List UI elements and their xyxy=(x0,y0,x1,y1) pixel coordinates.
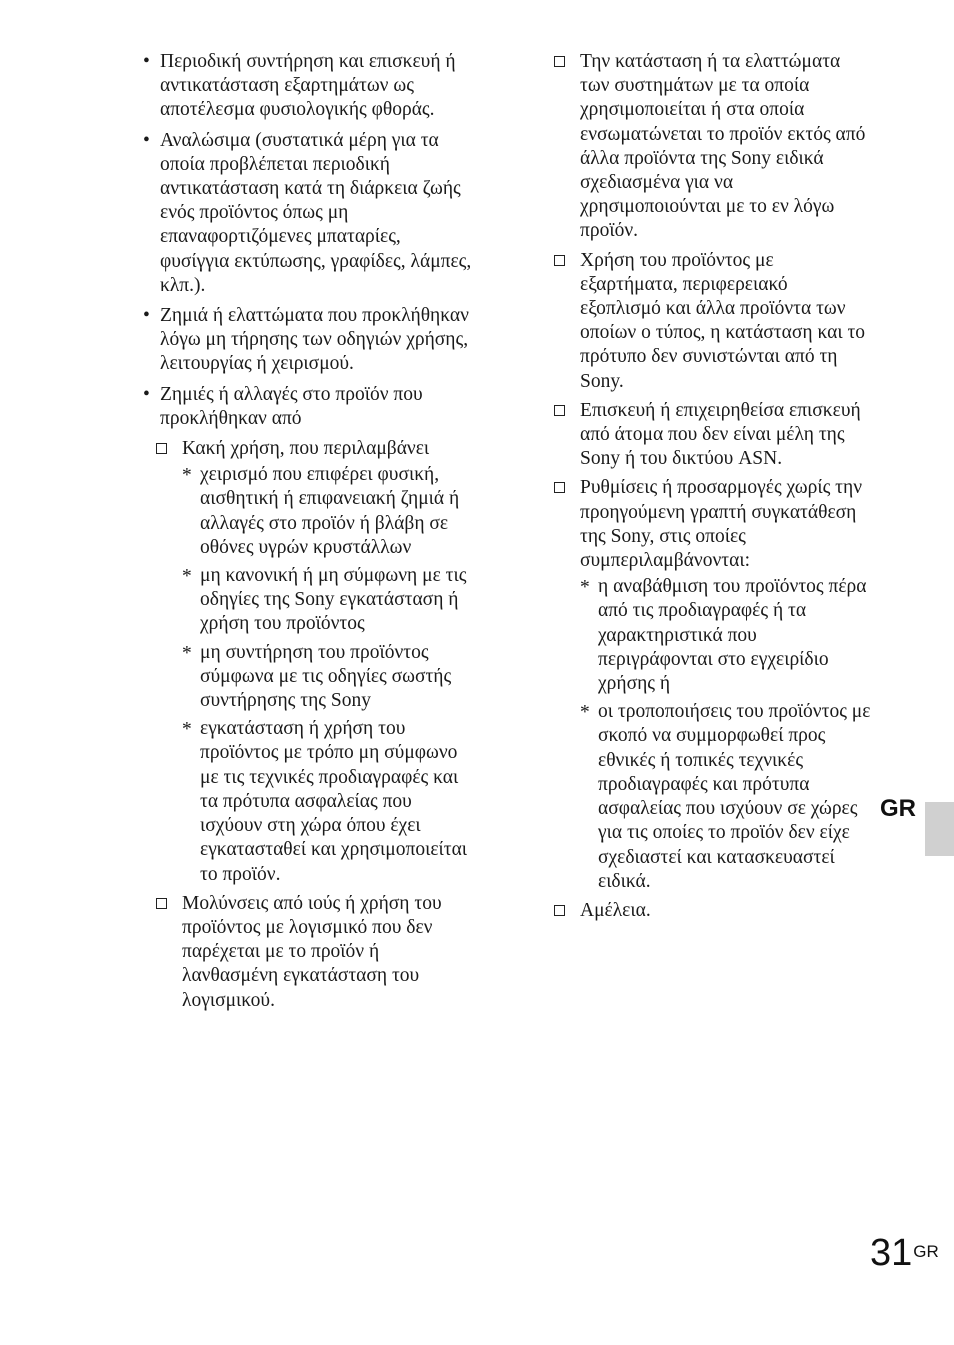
sub-item-text: εγκατάσταση ή χρήση του προϊόντος με τρόπο μη σύμφωνο με τις τεχνικές προδιαγραφές και τα πρότυπα ασφαλείας που ισχύουν στη χώρα όπου έχει εγκατασταθεί και χρησιμοποιείται το προϊόν. xyxy=(200,718,468,885)
square-bullet-icon xyxy=(156,898,167,909)
checkbox-list-item xyxy=(553,899,873,923)
item-text: Επισκευή ή επιχειρηθείσα επισκευή από άτομα που δεν είναι μέλη της Sony ή του δικτύου ASN. xyxy=(580,399,861,470)
page-number xyxy=(870,1232,939,1275)
page-number-suffix: GR xyxy=(913,1242,939,1261)
asterisk-mark: * xyxy=(580,577,590,599)
asterisk-mark: * xyxy=(580,702,590,724)
sub-item xyxy=(580,700,873,894)
square-bullet-icon xyxy=(554,255,565,266)
asterisk-mark: * xyxy=(182,465,192,487)
checkbox-list-item xyxy=(553,476,873,893)
sub-item xyxy=(182,717,473,886)
bullet-mark: • xyxy=(143,305,150,327)
bullet-text: Περιοδική συντήρηση και επισκευή ή αντικατάσταση εξαρτημάτων ως αποτέλεσμα φυσιολογικής φθοράς. xyxy=(160,51,456,121)
language-tab-label: GR xyxy=(880,795,916,822)
checkbox-list-item xyxy=(155,437,473,887)
square-bullet-icon xyxy=(554,905,565,916)
square-bullet-icon xyxy=(554,482,565,493)
asterisk-mark: * xyxy=(182,642,192,664)
sub-item-text: η αναβάθμιση του προϊόντος πέρα από τις προδιαγραφές ή τα χαρακτηριστικά που περιγράφονται στο εγχειρίδιο χρήσης ή xyxy=(598,576,867,695)
misuse-text: Κακή χρήση, που περιλαμβάνει xyxy=(182,438,430,460)
page-number-value: 31 xyxy=(870,1232,913,1274)
misuse-sublist xyxy=(182,463,473,886)
adjustments-sublist xyxy=(580,575,873,894)
virus-text: Μολύνσεις από ιούς ή χρήση του προϊόντος με λογισμικό που δεν παρέχεται με το προϊόν ή λανθασμένη εγκατάσταση του λογισμικού. xyxy=(182,892,442,1011)
sub-item xyxy=(182,463,473,560)
negligence-text: Αμέλεια. xyxy=(580,899,651,921)
square-bullet-icon xyxy=(554,405,565,416)
bullet-text: Ζημιά ή ελαττώματα που προκλήθηκαν λόγω μη τήρησης των οδηγιών χρήσης, λειτουργίας ή χειρισμού. xyxy=(160,305,469,375)
adjustments-text: Ρυθμίσεις ή προσαρμογές χωρίς την προηγούμενη γραπτή συγκατάθεση της Sony, στις οποίες συμπεριλαμβάνονται: xyxy=(580,477,863,572)
bullet-item xyxy=(143,129,473,298)
checkbox-list-item xyxy=(553,249,873,394)
asterisk-mark: * xyxy=(182,719,192,741)
sub-item xyxy=(182,641,473,714)
sub-item-text: χειρισμό που επιφέρει φυσική, αισθητική ή επιφανειακή ζημιά ή αλλαγές στο προϊόν ή βλάβη σε οθόνες υγρών κρυστάλλων xyxy=(200,464,460,558)
item-text: Την κατάσταση ή τα ελαττώματα των συστημάτων με τα οποία χρησιμοποιείται ή στα οποία ενσωματώνεται το προϊόν εκτός από άλλα προϊόντα της Sony ειδικά σχεδιασμένα για να χρησιμοποιούνται με το εν λόγω προϊόν. xyxy=(580,51,866,242)
checkbox-list-item xyxy=(553,399,873,472)
bullet-mark: • xyxy=(143,51,150,72)
sub-item-text: μη κανονική ή μη σύμφωνη με τις οδηγίες της Sony εγκατάσταση ή χρήση του προϊόντος xyxy=(200,565,467,635)
sub-item xyxy=(182,564,473,637)
sub-item xyxy=(580,575,873,696)
asterisk-mark: * xyxy=(182,566,192,588)
bullet-mark: • xyxy=(143,383,150,405)
checkbox-list-item xyxy=(553,50,873,244)
language-tab-bar xyxy=(925,802,954,856)
bullet-item xyxy=(143,304,473,377)
sub-item-text: μη συντήρηση του προϊόντος σύμφωνα με τις οδηγίες σωστής συντήρησης της Sony xyxy=(200,641,452,712)
checkbox-list-item xyxy=(155,892,473,1013)
square-bullet-icon xyxy=(554,56,565,67)
bullet-text: Αναλώσιμα (συστατικά μέρη για τα οποία προβλέπεται περιοδική αντικατάσταση κατά τη διάρκεια ζωής ενός προϊόντος όπως μη επαναφορτιζόμενες μπαταρίες, φυσίγγια εκτύπωσης, γραφίδες, λάμπες, κλπ.). xyxy=(160,129,472,296)
right-column xyxy=(553,50,873,928)
bullet-text: Ζημιές ή αλλαγές στο προϊόν που προκλήθηκαν από xyxy=(160,383,423,429)
bullet-item xyxy=(143,50,473,123)
sub-item-text: οι τροποποιήσεις του προϊόντος με σκοπό να συμμορφωθεί προς εθνικές ή τοπικές τεχνικές προδιαγραφές και πρότυπα ασφαλείας που ισχύουν σε χώρες για τις οποίες το προϊόν δεν είχε σχεδιαστεί και κατασκευαστεί ειδικά. xyxy=(598,701,871,892)
square-bullet-icon xyxy=(156,443,167,454)
bullet-item xyxy=(143,383,473,431)
left-column xyxy=(143,50,473,1018)
item-text: Χρήση του προϊόντος με εξαρτήματα, περιφερειακό εξοπλισμό και άλλα προϊόντα των οποίων ο τύπος, η κατάσταση και το πρότυπο δεν συνιστώνται από τη Sony. xyxy=(580,249,866,392)
bullet-mark: • xyxy=(143,129,150,151)
